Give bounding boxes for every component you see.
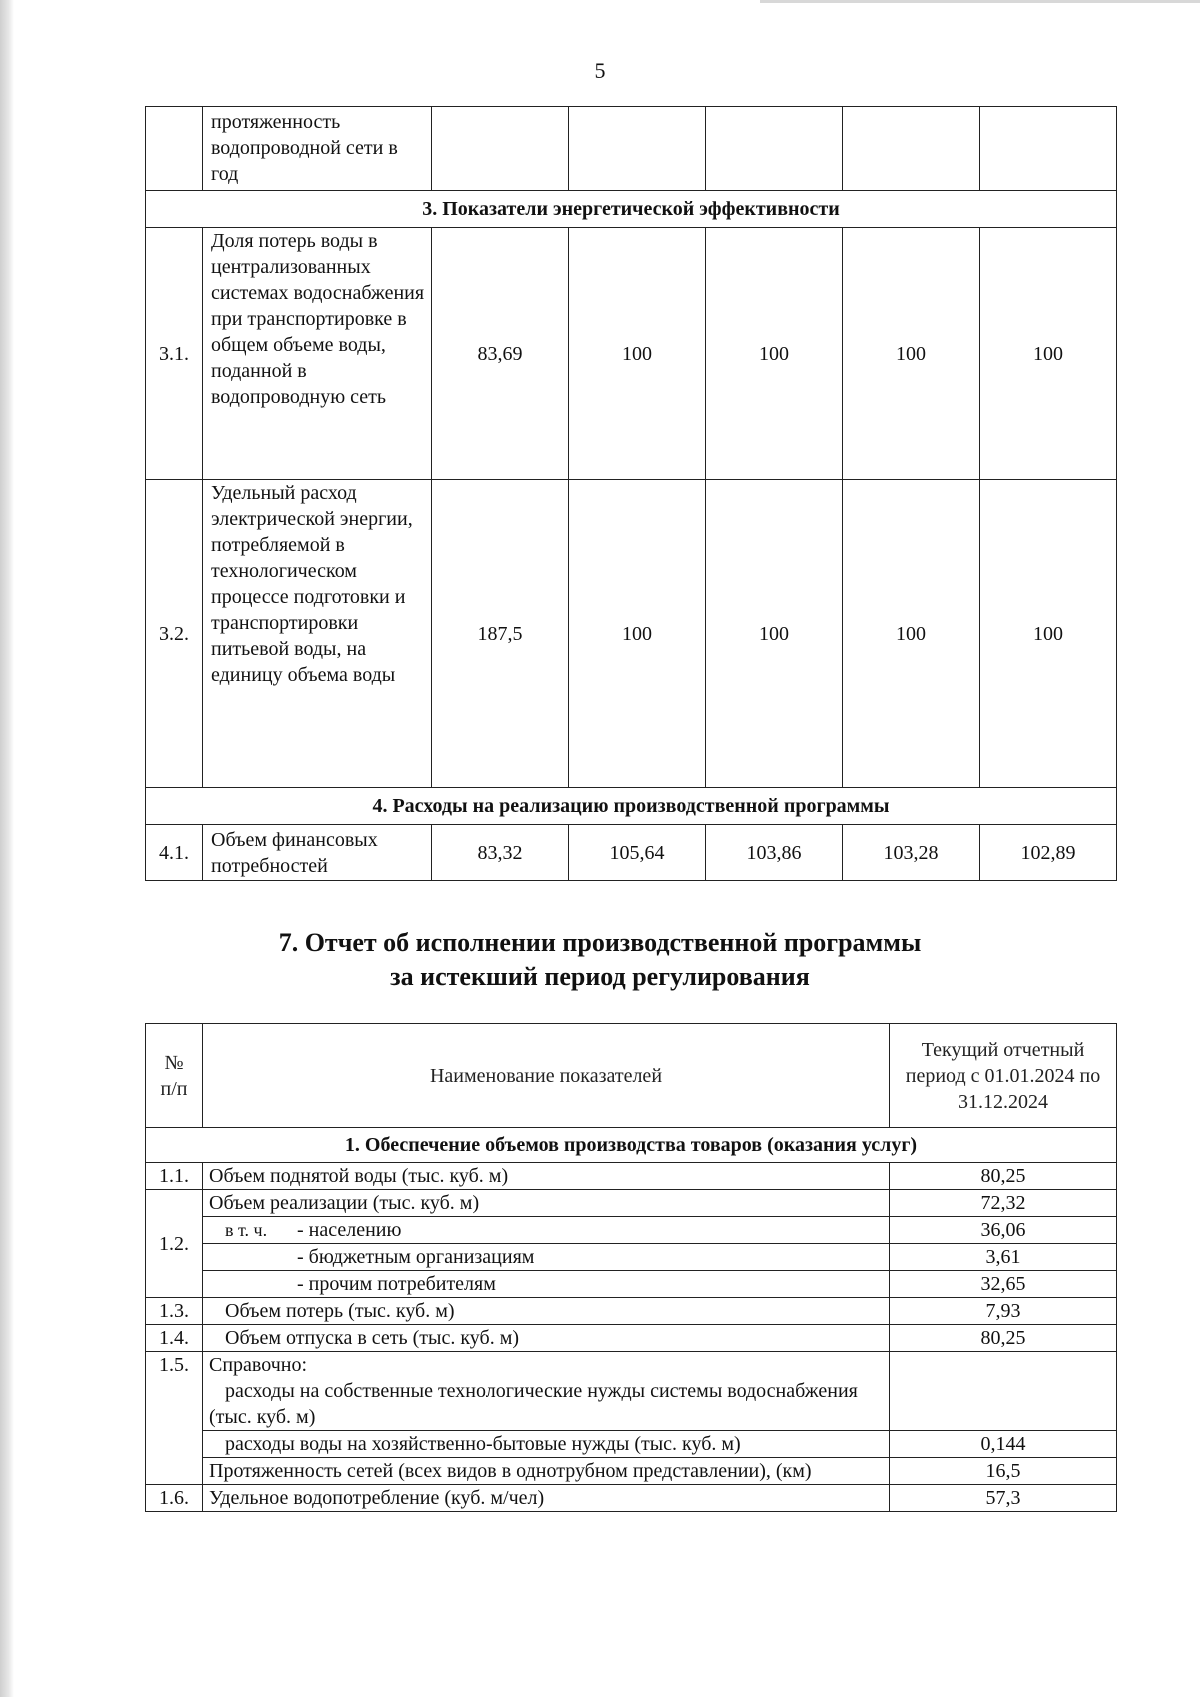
table-row [146,1271,1117,1298]
indicator-name [203,1352,890,1431]
table-row [146,480,1117,788]
indicator-name: Объем финансовых потребностей [203,825,432,881]
table-row [146,1485,1117,1512]
table-row [146,107,1117,191]
indicator-name: Объем потерь (тыс. куб. м) [203,1298,890,1325]
heading-line: за истекший период регулирования [390,962,810,991]
value-cell: 102,89 [980,825,1117,881]
row-number: 1.5. [146,1352,203,1485]
indicator-name: расходы воды на хозяйственно-бытовые нужды (тыс. куб. м) [203,1431,890,1458]
indicator-name: Доля потерь воды в централизованных системах водоснабжения при транспортировке в общем объеме воды, поданной в водопроводную сеть [203,228,432,480]
value-cell: 7,93 [890,1298,1117,1325]
value-cell [843,107,980,191]
scan-top-edge [760,0,1200,3]
table-row [146,1352,1117,1431]
header-num: № п/п [146,1024,203,1128]
section-title: 3. Показатели энергетической эффективности [146,191,1117,228]
indicator-label: - населению [297,1219,402,1241]
value-cell [980,107,1117,191]
value-cell: 16,5 [890,1458,1117,1485]
value-cell: 103,28 [843,825,980,881]
value-cell: 187,5 [432,480,569,788]
indicator-name: Удельный расход электрической энергии, потребляемой в технологическом процессе подготовки и транспортировки питьевой воды, на единицу объема воды [203,480,432,788]
table-row [146,228,1117,480]
header-row [146,1024,1117,1128]
section-title: 4. Расходы на реализацию производственной программы [146,788,1117,825]
row-number: 1.4. [146,1325,203,1352]
value-cell: 100 [706,228,843,480]
indicator-name: - прочим потребителям [203,1271,890,1298]
value-cell: 0,144 [890,1431,1117,1458]
value-cell: 32,65 [890,1271,1117,1298]
indicators-table [145,106,1117,881]
page-number: 5 [594,58,606,83]
indicator-name: Удельное водопотребление (куб. м/чел) [203,1485,890,1512]
value-cell [890,1352,1117,1431]
value-cell: 100 [569,480,706,788]
scan-left-edge [0,0,14,1697]
value-cell: 100 [980,228,1117,480]
row-number: 4.1. [146,825,203,881]
indicator-name [203,1217,890,1244]
value-cell [432,107,569,191]
row-number: 1.2. [146,1190,203,1298]
indicator-label: Справочно: [209,1354,308,1376]
report-table [145,1023,1117,1512]
value-cell: 100 [980,480,1117,788]
value-cell: 83,32 [432,825,569,881]
indicator-prefix: в т. ч. [225,1220,268,1240]
value-cell: 80,25 [890,1325,1117,1352]
indicator-name: Объем поднятой воды (тыс. куб. м) [203,1163,890,1190]
row-number: 1.6. [146,1485,203,1512]
value-cell: 100 [706,480,843,788]
value-cell: 100 [843,228,980,480]
value-cell: 80,25 [890,1163,1117,1190]
table-row [146,1298,1117,1325]
section-row [146,191,1117,228]
indicator-label: расходы на собственные технологические нужды системы водоснабжения (тыс. куб. м) [209,1380,858,1428]
value-cell: 36,06 [890,1217,1117,1244]
value-cell: 57,3 [890,1485,1117,1512]
header-period: Текущий отчетный период с 01.01.2024 по 31.12.2024 [890,1024,1117,1128]
indicator-name: - бюджетным организациям [203,1244,890,1271]
row-number: 1.3. [146,1298,203,1325]
indicator-name: Объем отпуска в сеть (тыс. куб. м) [203,1325,890,1352]
value-cell: 83,69 [432,228,569,480]
section-row [146,1128,1117,1163]
table-row [146,1163,1117,1190]
value-cell: 105,64 [569,825,706,881]
table-row [146,825,1117,881]
heading-line: 7. Отчет об исполнении производственной программы [278,928,922,957]
section-row [146,788,1117,825]
table-row [146,1458,1117,1485]
table-row [146,1431,1117,1458]
row-number-cell [146,107,203,191]
row-number: 1.1. [146,1163,203,1190]
table-row [146,1325,1117,1352]
value-cell: 100 [569,228,706,480]
value-cell [706,107,843,191]
section-heading [0,926,1200,994]
header-name: Наименование показателей [203,1024,890,1128]
row-number: 3.2. [146,480,203,788]
value-cell: 103,86 [706,825,843,881]
indicator-name-cell: протяженность водопроводной сети в год [203,107,432,191]
table-row [146,1190,1117,1217]
value-cell [569,107,706,191]
value-cell: 72,32 [890,1190,1117,1217]
value-cell: 3,61 [890,1244,1117,1271]
table-row [146,1244,1117,1271]
value-cell: 100 [843,480,980,788]
section-title: 1. Обеспечение объемов производства товаров (оказания услуг) [146,1128,1117,1163]
indicator-name: Протяженность сетей (всех видов в однотрубном представлении), (км) [203,1458,890,1485]
table-row [146,1217,1117,1244]
indicator-name: Объем реализации (тыс. куб. м) [203,1190,890,1217]
row-number: 3.1. [146,228,203,480]
